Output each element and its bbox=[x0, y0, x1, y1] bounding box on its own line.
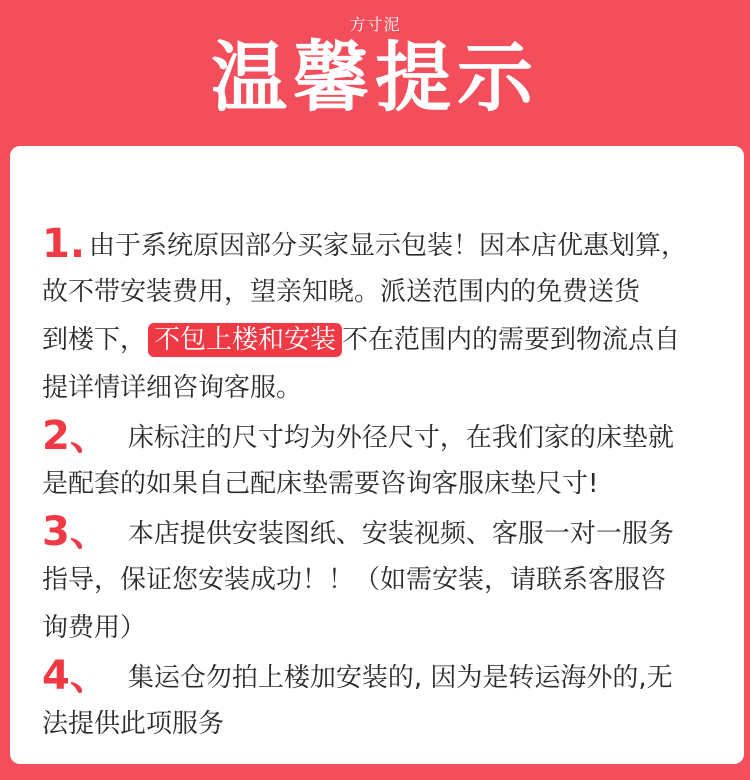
notice-text: 提详情详细咨询客服。 bbox=[42, 373, 303, 403]
notice-line bbox=[42, 364, 718, 412]
item-number: 4、 bbox=[42, 653, 110, 699]
brand-label: 方寸泥 bbox=[349, 15, 401, 34]
item-number: 3、 bbox=[42, 509, 110, 555]
notice-line bbox=[42, 652, 718, 700]
notice-line bbox=[42, 556, 718, 604]
notice-line bbox=[42, 316, 718, 364]
notice-text: 到楼下， bbox=[42, 325, 147, 355]
notice-text: 法提供此项服务 bbox=[42, 709, 225, 739]
notice-text: 本店提供安装图纸、安装视频、客服一对一服务 bbox=[127, 519, 674, 549]
notice-line bbox=[42, 460, 718, 508]
item-number: 2、 bbox=[42, 413, 110, 459]
notice-text: 床标注的尺寸均为外径尺寸，在我们家的床垫就 bbox=[127, 423, 674, 453]
notice-text: 询费用） bbox=[42, 613, 147, 643]
page-title: 温馨提示 bbox=[211, 33, 539, 122]
notice-text: 由于系统原因部分买家显示包装！因本店优惠划算， bbox=[89, 231, 688, 261]
notice-content bbox=[42, 220, 718, 748]
notice-line bbox=[42, 412, 718, 460]
notice-line bbox=[42, 604, 718, 652]
notice-text: 集运仓勿拍上楼加安装的, 因为是转运海外的,无 bbox=[127, 663, 673, 693]
highlight-badge: 不包上楼和安装 bbox=[148, 323, 342, 357]
notice-text: 故不带安装费用，望亲知晓。派送范围内的免费送货 bbox=[42, 277, 641, 307]
item-number: 1. bbox=[42, 221, 86, 267]
notice-text: 不在范围内的需要到物流点自 bbox=[342, 325, 681, 355]
notice-line bbox=[42, 508, 718, 556]
notice-text: 是配套的如果自己配床垫需要咨询客服床垫尺寸! bbox=[42, 469, 599, 499]
notice-line bbox=[42, 220, 718, 268]
notice-text: 指导，保证您安装成功！！（如需安装，请联系客服咨 bbox=[42, 565, 667, 595]
notice-line bbox=[42, 268, 718, 316]
notice-line bbox=[42, 700, 718, 748]
